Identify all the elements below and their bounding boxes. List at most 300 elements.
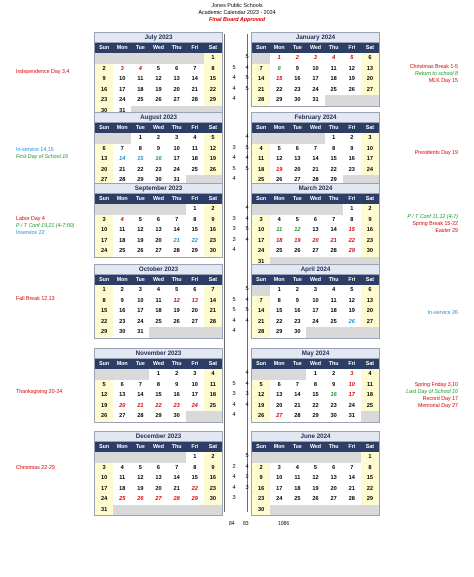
empty-day <box>306 327 324 338</box>
weekday-label: Sun <box>256 45 267 51</box>
week-day-count: 4 <box>232 484 236 491</box>
week-row <box>95 64 222 75</box>
weekday-header <box>252 359 379 369</box>
day-cell: 27 <box>191 318 198 325</box>
day-cell: 9 <box>361 215 379 226</box>
week-row <box>95 53 222 64</box>
week-row <box>95 296 222 307</box>
weekday-label: Fri <box>348 361 356 367</box>
week-row <box>95 246 222 257</box>
week-row <box>95 165 222 176</box>
empty-day <box>204 505 222 516</box>
day-cell: 4 <box>120 464 124 471</box>
month-calendar <box>251 431 380 516</box>
day-cell: 11 <box>137 76 144 82</box>
weekday-label: Tue <box>135 125 145 131</box>
week-day-count: 4 <box>232 328 236 334</box>
weekday-label: Thu <box>328 45 339 51</box>
empty-day <box>131 452 149 463</box>
empty-day <box>113 204 131 215</box>
weekday-label: Mon <box>273 361 285 367</box>
weekday-label: Thu <box>171 444 182 450</box>
day-cell: 11 <box>119 475 126 481</box>
day-cell: 6 <box>361 285 379 296</box>
day-cell: 9 <box>295 297 299 304</box>
day-cell: 3 <box>350 371 354 377</box>
day-cell: 8 <box>277 65 281 72</box>
day-cell: 19 <box>348 76 355 82</box>
weekday-label: Mon <box>116 125 128 131</box>
empty-day <box>186 53 204 64</box>
day-cell: 20 <box>312 237 319 244</box>
day-cell: 5 <box>350 55 354 61</box>
empty-day <box>270 133 288 144</box>
weekday-label: Thu <box>171 277 182 283</box>
weekday-label: Wed <box>309 196 322 202</box>
weekday-label: Sun <box>99 125 110 131</box>
week-day-count: 4 <box>245 205 249 211</box>
day-cell: 20 <box>95 165 113 176</box>
weekday-label: Mon <box>273 444 285 450</box>
day-cell: 30 <box>294 97 301 103</box>
day-cell: 12 <box>294 227 301 233</box>
week-row <box>252 64 379 75</box>
day-cell: 28 <box>312 177 319 183</box>
day-cell: 28 <box>137 413 144 419</box>
month-calendar <box>94 264 223 339</box>
day-cell: 3 <box>138 287 142 293</box>
day-cell: 7 <box>138 381 142 388</box>
empty-day <box>168 327 186 338</box>
day-cell: 27 <box>312 248 319 254</box>
week-row <box>252 463 379 474</box>
total-b: 83 <box>243 521 249 527</box>
day-cell: 10 <box>312 65 319 72</box>
day-cell: 30 <box>294 329 301 335</box>
day-cell: 31 <box>95 505 113 516</box>
day-cell: 6 <box>332 464 336 471</box>
day-cell: 25 <box>119 496 126 502</box>
week-day-count: 5 <box>245 286 249 292</box>
day-cell: 8 <box>277 297 281 304</box>
weekday-label: Mon <box>273 196 285 202</box>
week-row <box>252 317 379 328</box>
weekday-label: Sat <box>208 361 218 367</box>
weekday-label: Sun <box>99 361 110 367</box>
day-cell: 5 <box>204 133 222 144</box>
day-cell: 29 <box>330 177 337 183</box>
day-cell: 30 <box>204 246 222 257</box>
week-row <box>95 285 222 296</box>
day-cell: 27 <box>155 496 162 502</box>
empty-day <box>325 452 343 463</box>
calendar-note: Christmas 22-29 <box>16 465 55 471</box>
day-cell: 5 <box>156 65 161 72</box>
empty-day <box>113 133 131 144</box>
week-day-count: 4 <box>232 155 236 161</box>
weekday-label: Fri <box>348 45 356 51</box>
day-cell: 22 <box>330 166 337 173</box>
day-cell: 21 <box>119 166 126 173</box>
month-title: November 2023 <box>95 349 222 359</box>
week-row <box>252 165 379 176</box>
day-cell: 15 <box>276 308 283 314</box>
day-cell: 23 <box>330 402 337 409</box>
day-cell: 11 <box>294 475 301 481</box>
calendar-note: Last Day of School 16 <box>406 389 458 395</box>
day-cell: 9 <box>350 145 354 152</box>
day-cell: 20 <box>173 86 180 93</box>
week-day-count: 4 <box>232 75 236 81</box>
day-cell: 16 <box>330 392 337 398</box>
day-cell: 28 <box>173 248 180 254</box>
week-day-count: 3 <box>232 215 236 222</box>
week-day-count: 4 <box>232 401 236 408</box>
weekday-header <box>95 359 222 369</box>
day-cell: 2 <box>204 204 222 215</box>
total-c: 1086 <box>278 521 290 527</box>
day-cell: 23 <box>294 86 301 93</box>
day-cell: 30 <box>252 505 270 516</box>
empty-day <box>252 369 270 380</box>
day-cell: 10 <box>137 297 144 304</box>
day-cell: 1 <box>193 454 197 460</box>
day-cell: 8 <box>193 464 197 471</box>
school-name: Jones Public Schools <box>211 3 263 9</box>
weekday-label: Fri <box>191 444 199 450</box>
weekday-label: Sat <box>208 45 218 51</box>
day-cell: 12 <box>137 475 144 481</box>
day-cell: 22 <box>155 402 162 409</box>
month-title: October 2023 <box>95 265 222 275</box>
day-cell: 21 <box>173 485 180 492</box>
day-cell: 8 <box>332 145 336 152</box>
day-cell: 16 <box>348 156 355 162</box>
week-row <box>95 452 222 463</box>
day-cell: 14 <box>348 475 355 481</box>
day-cell: 13 <box>361 64 379 75</box>
empty-day <box>252 452 270 463</box>
day-cell: 14 <box>294 392 301 398</box>
day-cell: 4 <box>193 135 197 141</box>
day-cell: 12 <box>348 297 355 304</box>
day-cell: 5 <box>95 380 113 391</box>
empty-day <box>95 369 113 380</box>
empty-day <box>204 327 222 338</box>
day-cell: 29 <box>276 97 283 103</box>
day-cell: 22 <box>348 237 355 244</box>
empty-day <box>288 452 306 463</box>
week-row <box>95 380 222 391</box>
weekday-label: Tue <box>135 361 145 367</box>
empty-day <box>252 204 270 215</box>
calendar-note: MLK Day 15 <box>428 78 458 84</box>
approval-status: Final Board Approved <box>208 17 266 23</box>
day-cell: 24 <box>276 496 283 502</box>
day-cell: 22 <box>95 317 113 328</box>
day-cell: 14 <box>252 74 270 85</box>
day-cell: 24 <box>137 318 144 325</box>
day-cell: 3 <box>95 215 113 226</box>
empty-day <box>325 505 343 516</box>
day-cell: 19 <box>252 401 270 412</box>
day-cell: 6 <box>156 216 161 223</box>
week-row <box>95 144 222 155</box>
day-cell: 25 <box>155 318 162 325</box>
day-cell: 23 <box>252 494 270 505</box>
day-cell: 13 <box>361 296 379 307</box>
day-cell: 3 <box>313 287 318 293</box>
empty-day <box>361 327 379 338</box>
day-cell: 24 <box>361 165 379 176</box>
week-day-count: 2 <box>232 463 236 470</box>
week-row <box>95 85 222 96</box>
day-cell: 23 <box>361 236 379 247</box>
day-cell: 7 <box>175 464 179 471</box>
empty-day <box>113 452 131 463</box>
day-cell: 4 <box>252 144 270 155</box>
empty-day <box>325 327 343 338</box>
day-cell: 18 <box>276 237 283 244</box>
day-cell: 9 <box>175 381 179 388</box>
day-cell: 20 <box>294 166 301 173</box>
day-cell: 17 <box>137 308 144 314</box>
day-cell: 1 <box>95 285 113 296</box>
weekday-label: Tue <box>292 444 302 450</box>
day-cell: 5 <box>313 464 318 471</box>
day-cell: 9 <box>332 381 336 388</box>
day-cell: 25 <box>252 175 270 186</box>
month-calendar <box>94 183 223 258</box>
day-cell: 24 <box>95 494 113 505</box>
calendar-note: In-service 26 <box>427 310 458 316</box>
empty-day <box>186 327 204 338</box>
day-cell: 10 <box>191 381 198 388</box>
day-cell: 4 <box>361 369 379 380</box>
weekday-header <box>252 43 379 53</box>
weekday-header <box>252 275 379 285</box>
day-cell: 17 <box>173 156 180 162</box>
weekday-header <box>95 123 222 133</box>
week-row <box>95 390 222 401</box>
week-day-count: 5 <box>245 85 249 92</box>
day-cell: 9 <box>120 297 124 304</box>
day-cell: 13 <box>173 76 180 82</box>
day-cell: 18 <box>361 390 379 401</box>
day-cell: 3 <box>120 65 124 72</box>
day-cell: 6 <box>313 216 318 223</box>
month-title: May 2024 <box>252 349 379 359</box>
day-cell: 1 <box>350 206 354 212</box>
weekday-label: Mon <box>116 361 128 367</box>
week-day-count: 5 <box>232 165 236 172</box>
weekday-label: Sat <box>365 45 375 51</box>
week-day-count: 3 <box>232 226 236 232</box>
empty-day <box>204 411 222 422</box>
day-cell: 27 <box>361 317 379 328</box>
week-row <box>252 327 379 338</box>
day-cell: 7 <box>175 216 179 223</box>
weekday-label: Sat <box>208 125 218 131</box>
day-cell: 7 <box>252 64 270 75</box>
day-cell: 2 <box>252 463 270 474</box>
day-cell: 10 <box>119 76 126 82</box>
empty-day <box>149 327 167 338</box>
day-cell: 21 <box>191 86 198 93</box>
day-cell: 13 <box>95 154 113 165</box>
month-calendar <box>94 32 223 117</box>
week-day-count: 3 <box>245 484 249 491</box>
day-cell: 21 <box>173 237 180 244</box>
day-cell: 7 <box>295 381 299 388</box>
day-cell: 16 <box>119 308 126 314</box>
calendar-title: Academic Calendar 2023 - 2024 <box>198 10 276 16</box>
day-cell: 14 <box>252 306 270 317</box>
weekday-label: Wed <box>309 361 322 367</box>
day-cell: 23 <box>173 402 180 409</box>
empty-day <box>149 505 167 516</box>
empty-day <box>95 133 113 144</box>
weekday-label: Thu <box>171 125 182 131</box>
day-cell: 15 <box>361 473 379 484</box>
day-cell: 16 <box>155 156 162 162</box>
day-cell: 27 <box>330 496 337 502</box>
day-cell: 15 <box>95 306 113 317</box>
calendar-note: P / T Conf 11,12 (4-7) <box>407 214 458 220</box>
day-cell: 7 <box>332 216 336 223</box>
week-row <box>95 401 222 412</box>
calendar-note: In-service 14,15 <box>16 147 54 153</box>
month-title: March 2024 <box>252 184 379 194</box>
weekday-label: Sat <box>365 196 375 202</box>
empty-day <box>306 204 324 215</box>
week-row <box>95 327 222 338</box>
day-cell: 12 <box>348 65 355 72</box>
day-cell: 25 <box>294 496 301 502</box>
empty-day <box>186 505 204 516</box>
week-row <box>252 285 379 296</box>
empty-day <box>306 133 324 144</box>
day-cell: 22 <box>276 318 283 325</box>
day-cell: 7 <box>252 296 270 307</box>
week-row <box>95 306 222 317</box>
day-cell: 24 <box>312 86 319 93</box>
day-cell: 6 <box>120 381 124 388</box>
day-cell: 5 <box>138 216 142 223</box>
day-cell: 21 <box>137 402 144 409</box>
weekday-label: Sun <box>99 444 110 450</box>
week-day-count: 4 <box>232 247 236 253</box>
weekday-label: Wed <box>309 277 322 283</box>
week-day-count: 4 <box>245 317 249 324</box>
weekday-label: Sat <box>208 196 218 202</box>
day-cell: 29 <box>191 496 198 502</box>
day-cell: 5 <box>350 287 354 293</box>
day-cell: 9 <box>295 65 299 72</box>
day-cell: 11 <box>204 380 222 391</box>
day-cell: 13 <box>276 392 283 398</box>
day-cell: 8 <box>156 381 161 388</box>
weekday-header <box>95 442 222 452</box>
day-cell: 30 <box>330 413 337 419</box>
day-cell: 28 <box>252 327 270 338</box>
week-day-count: 5 <box>245 307 249 313</box>
day-cell: 29 <box>276 329 283 335</box>
day-cell: 1 <box>193 206 197 212</box>
week-row <box>95 411 222 422</box>
weekday-label: Wed <box>152 125 165 131</box>
calendar-note: Labor Day 4 <box>16 216 45 222</box>
empty-day <box>306 505 324 516</box>
day-cell: 28 <box>330 248 337 254</box>
day-cell: 31 <box>348 413 355 419</box>
day-cell: 19 <box>173 308 180 314</box>
day-cell: 4 <box>332 287 336 293</box>
day-cell: 26 <box>204 165 222 176</box>
day-cell: 14 <box>191 76 198 82</box>
day-cell: 18 <box>204 390 222 401</box>
empty-day <box>361 411 379 422</box>
empty-day <box>131 204 149 215</box>
week-row <box>252 390 379 401</box>
day-cell: 30 <box>155 177 162 183</box>
week-row <box>252 473 379 484</box>
day-cell: 20 <box>276 402 283 409</box>
day-cell: 21 <box>312 166 319 173</box>
calendar-note: Christmas Break 1-5 <box>409 64 458 70</box>
day-cell: 8 <box>313 381 318 388</box>
day-cell: 26 <box>137 248 144 254</box>
month-title: June 2024 <box>252 432 379 442</box>
month-calendar <box>94 348 223 423</box>
day-cell: 29 <box>137 177 144 183</box>
day-cell: 9 <box>252 473 270 484</box>
day-cell: 6 <box>193 287 197 293</box>
calendar-note: Return to school 8 <box>415 71 458 77</box>
day-cell: 29 <box>204 95 222 106</box>
month-title: August 2023 <box>95 113 222 123</box>
empty-day <box>306 452 324 463</box>
week-day-count: 3 <box>232 495 236 501</box>
day-cell: 3 <box>361 133 379 144</box>
day-cell: 19 <box>348 308 355 314</box>
weekday-label: Fri <box>348 277 356 283</box>
weekday-label: Thu <box>171 361 182 367</box>
day-cell: 15 <box>137 156 144 162</box>
day-cell: 19 <box>294 237 301 244</box>
day-cell: 29 <box>348 248 355 254</box>
weekday-label: Thu <box>328 444 339 450</box>
month-calendar <box>251 264 380 339</box>
day-cell: 24 <box>119 97 126 103</box>
day-cell: 23 <box>294 318 301 325</box>
weekday-header <box>252 123 379 133</box>
day-cell: 6 <box>95 144 113 155</box>
weekday-label: Mon <box>116 444 128 450</box>
day-cell: 18 <box>330 308 337 314</box>
weekday-label: Sun <box>256 277 267 283</box>
day-cell: 6 <box>295 145 299 152</box>
day-cell: 27 <box>173 97 180 103</box>
empty-day <box>113 53 131 64</box>
day-cell: 15 <box>155 392 162 398</box>
weekday-label: Sun <box>256 196 267 202</box>
week-day-count: 5 <box>245 453 249 459</box>
week-day-count: 4 <box>245 463 249 470</box>
week-row <box>252 296 379 307</box>
day-cell: 10 <box>312 297 319 304</box>
day-cell: 23 <box>204 484 222 495</box>
